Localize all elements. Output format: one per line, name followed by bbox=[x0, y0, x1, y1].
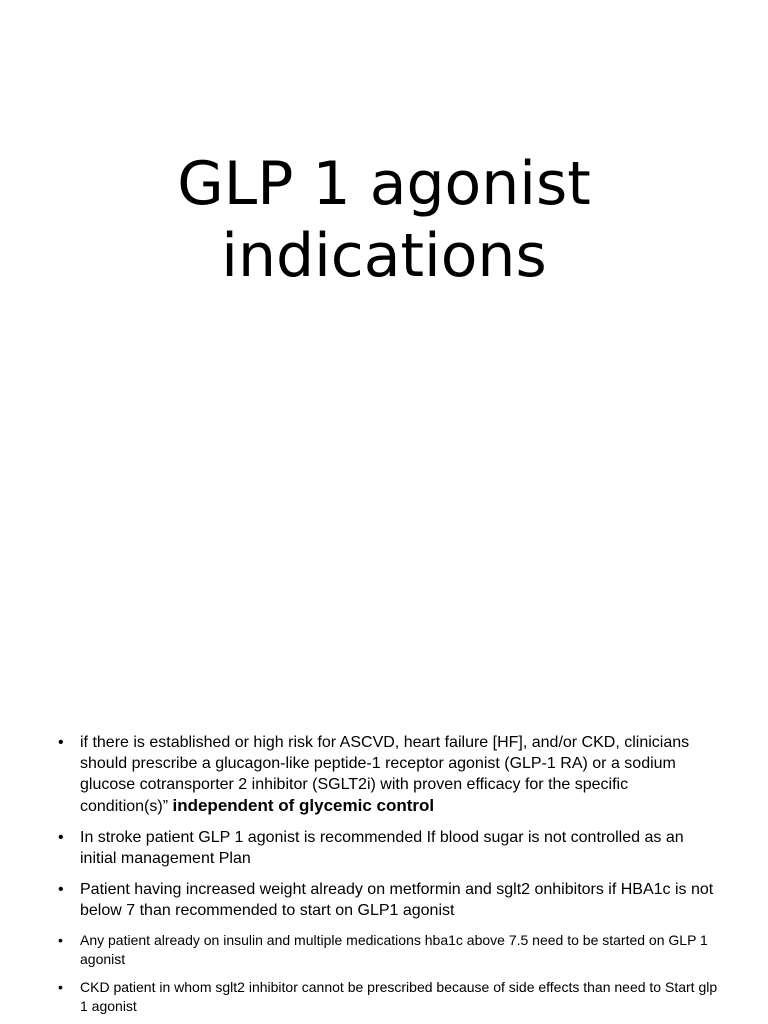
bullet-dot: • bbox=[58, 734, 64, 751]
bullet-item bbox=[58, 931, 718, 969]
bullet-dot: • bbox=[58, 979, 63, 995]
bullet-item bbox=[58, 879, 718, 921]
bullet-emphasis: independent of glycemic control bbox=[172, 796, 435, 815]
bullet-item bbox=[58, 827, 718, 869]
bullet-text: Any patient already on insulin and multiple medications hba1c above 7.5 need to be started on GLP 1 agonist bbox=[80, 932, 708, 967]
bullet-dot: • bbox=[58, 932, 63, 948]
title-line-2: indications bbox=[221, 221, 547, 291]
bullet-text: CKD patient in whom sglt2 inhibitor cannot be prescribed because of side effects than need to Start glp 1 agonist bbox=[80, 979, 718, 1014]
bullet-item bbox=[58, 732, 718, 817]
slide-title bbox=[0, 148, 768, 292]
bullet-text: if there is established or high risk for ASCVD, heart failure [HF], and/or CKD, clinicians should prescribe a glucagon-like peptide-1 receptor agonist (GLP-1 RA) or a sodium glucose cotransporter 2 inhibitor (SGLT2i) with proven efficacy for the specific condition(s)” bbox=[80, 734, 690, 815]
title-line-1: GLP 1 agonist bbox=[177, 149, 591, 219]
bullet-text: Patient having increased weight already on metformin and sglt2 onhibitors if HBA1c is not below 7 than recommended to start on GLP1 agonist bbox=[80, 881, 714, 919]
bullet-text: In stroke patient GLP 1 agonist is recommended If blood sugar is not controlled as an initial management Plan bbox=[80, 829, 684, 867]
bullet-list bbox=[58, 732, 718, 1016]
bullet-dot: • bbox=[58, 829, 64, 846]
bullet-item bbox=[58, 978, 718, 1016]
bullet-dot: • bbox=[58, 881, 64, 898]
